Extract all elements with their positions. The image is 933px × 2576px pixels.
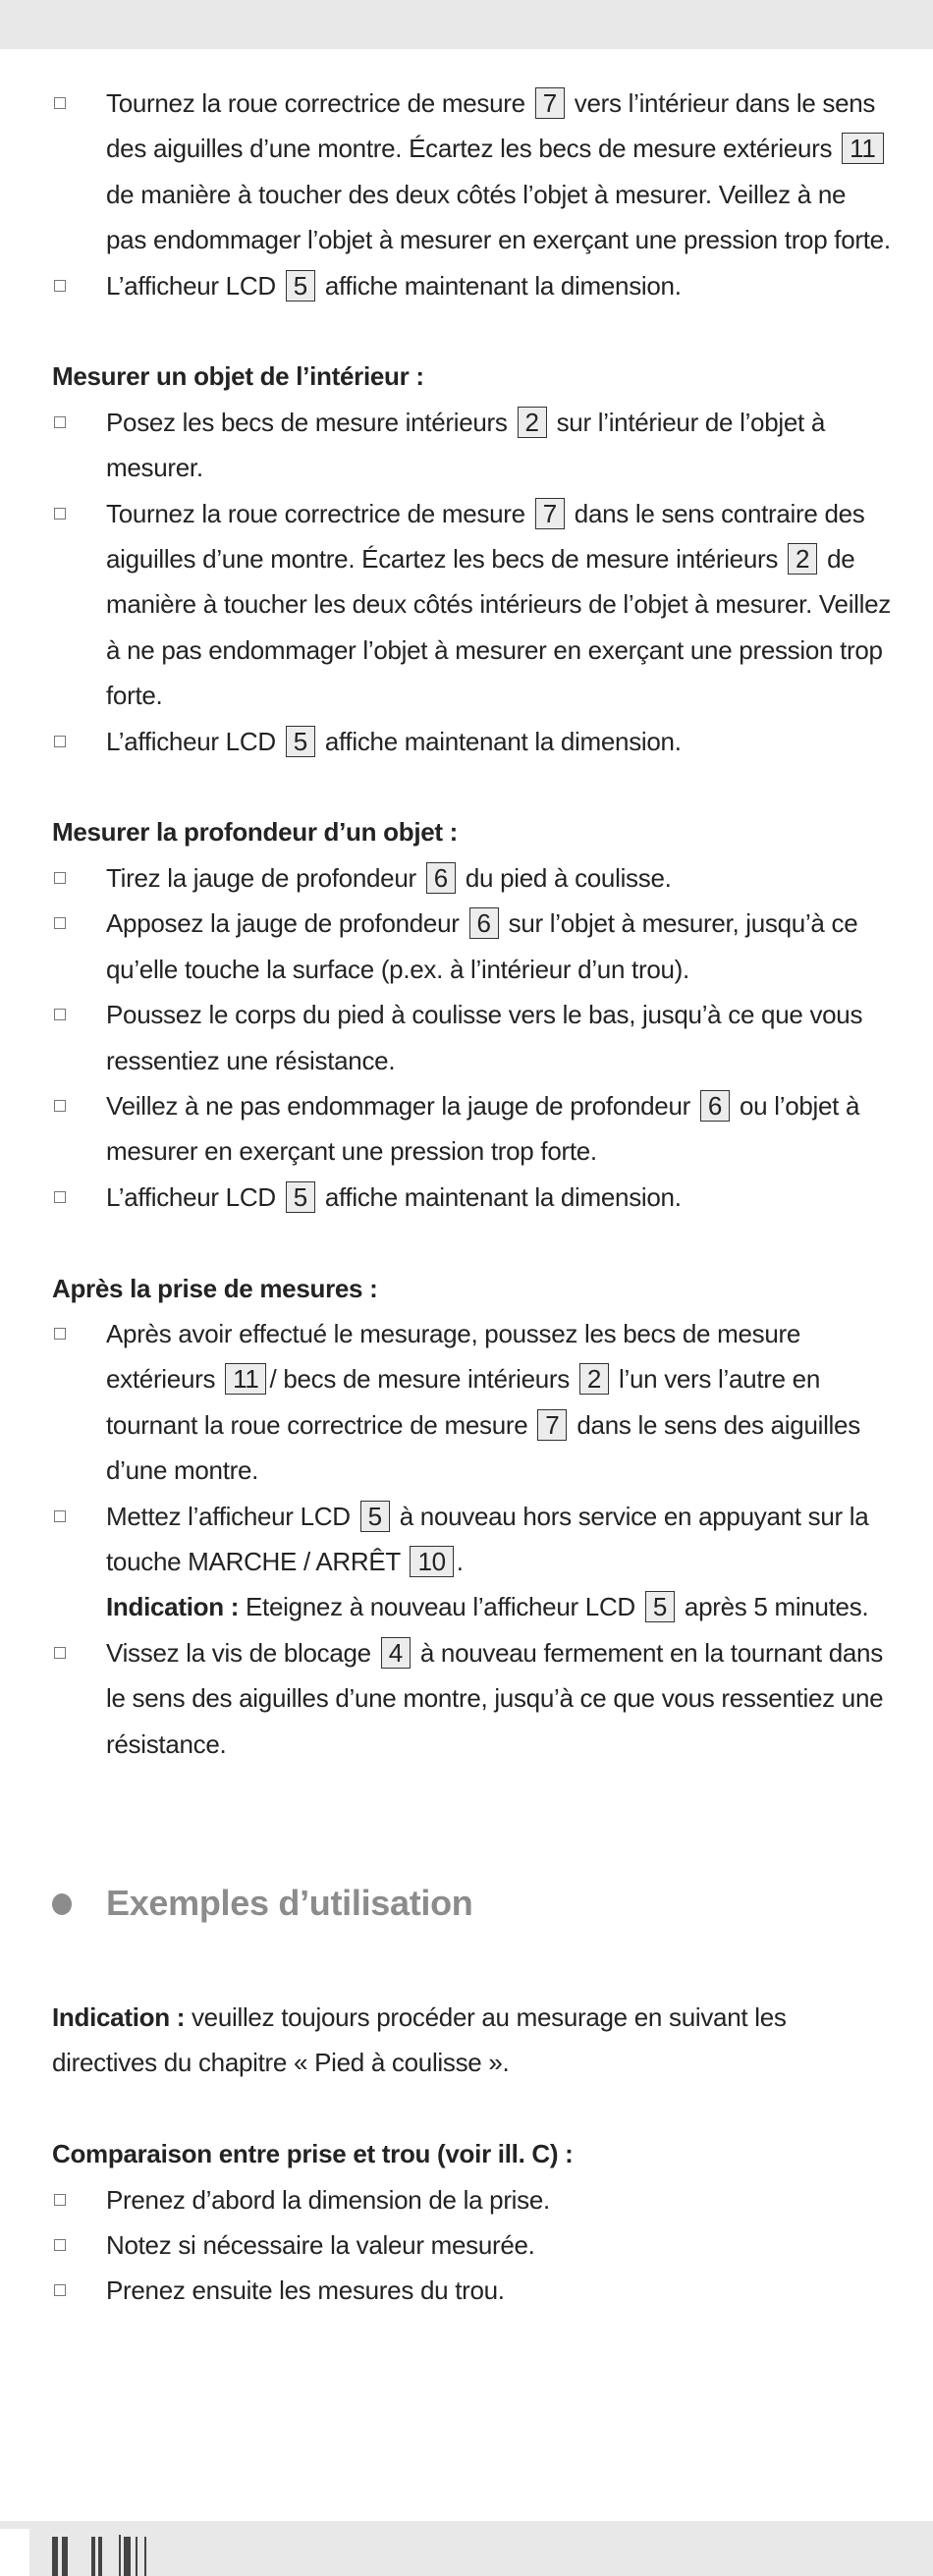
checkbox-bullet-icon <box>54 1191 66 1203</box>
list-item <box>0 1311 892 1494</box>
section-heading <box>0 1858 933 1949</box>
text-segment: Posez les becs de mesure intérieurs <box>106 407 515 437</box>
reference-number-box: 5 <box>286 270 315 301</box>
reference-number-box: 5 <box>286 726 315 757</box>
checkbox-bullet-icon <box>54 2194 66 2206</box>
text-segment: L’afficheur LCD <box>106 270 283 301</box>
checkbox-bullet-icon <box>54 97 66 109</box>
reference-number-box: 7 <box>537 1409 567 1441</box>
subsection-heading: Après la prise de mesures : <box>52 1273 378 1303</box>
text-segment: Après avoir effectué le mesurage, poussez les becs de mesure extérieurs <box>106 1318 801 1395</box>
spacer <box>0 308 933 354</box>
text-segment: Tirez la jauge de profondeur <box>106 862 423 893</box>
list-item <box>0 81 892 263</box>
text-segment: . <box>456 1546 464 1576</box>
list-item <box>0 1175 892 1220</box>
bold-label: Indication : <box>52 2001 186 2032</box>
text-segment: Prenez d’abord la dimension de la prise. <box>106 2184 550 2215</box>
text-segment: dans le sens contraire des aiguilles d’une montre. Écartez les becs de mesure intérieurs <box>106 498 865 575</box>
reference-number-box: 6 <box>469 907 499 939</box>
text-segment: dans le sens des aiguilles d’une montre. <box>106 1409 860 1486</box>
list-item <box>0 2268 892 2313</box>
checkbox-bullet-icon <box>54 508 66 520</box>
text-segment: L’afficheur LCD <box>106 726 283 756</box>
checkbox-bullet-icon <box>54 1328 66 1340</box>
text-segment: à nouveau fermement en la tournant dans le sens des aiguilles d’une montre, jusqu’à ce que vous ressentiez une résistance. <box>106 1637 884 1759</box>
list-item <box>0 2177 892 2222</box>
bold-label: Indication : <box>106 1592 240 1622</box>
checkbox-bullet-icon <box>54 736 66 747</box>
subsection-heading: Mesurer la profondeur d’un objet : <box>52 817 459 848</box>
reference-number-box: 4 <box>381 1637 411 1669</box>
reference-number-box: 7 <box>535 498 565 529</box>
text-segment: de manière à toucher des deux côtés l’objet à mesurer. Veillez à ne pas endommager l’objet à mesurer en exerçant une pression trop forte. <box>106 179 891 255</box>
checkbox-bullet-icon <box>54 1510 66 1522</box>
text-segment: affiche maintenant la dimension. <box>317 726 682 756</box>
text-segment: l’un vers l’autre en tournant la roue correctrice de mesure <box>106 1364 820 1440</box>
footer-white-box <box>0 2529 29 2576</box>
text-segment: de manière à toucher les deux côtés intérieurs de l’objet à mesurer. Veillez à ne pas endommager l’objet à mesurer en exerçant une pression trop forte. <box>106 544 891 711</box>
text-segment: ou l’objet à mesurer en exerçant une pression trop forte. <box>106 1090 860 1167</box>
text-segment: après 5 minutes. <box>678 1592 869 1622</box>
spacer <box>0 1949 933 1995</box>
reference-number-box: 7 <box>535 87 565 119</box>
text-segment: Eteignez à nouveau l’afficheur LCD <box>239 1592 642 1622</box>
reference-number-box: 5 <box>286 1181 315 1213</box>
checkbox-bullet-icon <box>54 917 66 929</box>
bullet-dot-icon <box>52 1893 72 1915</box>
checkbox-bullet-icon <box>54 2284 66 2296</box>
list-item <box>0 400 892 491</box>
reference-number-box: 11 <box>842 133 883 164</box>
manual-page-content <box>0 81 933 2314</box>
text-segment: Veillez à ne pas endommager la jauge de profondeur <box>106 1090 697 1121</box>
spacer <box>0 1767 933 1858</box>
list-item <box>0 263 892 308</box>
checkbox-bullet-icon <box>54 1100 66 1112</box>
text-segment: Tournez la roue correctrice de mesure <box>106 88 532 118</box>
reference-number-box: 2 <box>579 1363 609 1395</box>
text-segment: sur l’intérieur de l’objet à mesurer. <box>106 407 826 483</box>
spacer <box>0 1220 933 1265</box>
list-item <box>0 901 892 992</box>
text-segment: / becs de mesure intérieurs <box>269 1364 576 1395</box>
text-segment: Tournez la roue correctrice de mesure <box>106 498 532 528</box>
checkbox-bullet-icon <box>54 1009 66 1020</box>
text-segment: à nouveau hors service en appuyant sur la touche MARCHE / ARRÊT <box>106 1501 869 1576</box>
list-item <box>0 719 892 764</box>
text-segment: Notez si nécessaire la valeur mesurée. <box>106 2229 535 2260</box>
checkbox-bullet-icon <box>54 1647 66 1659</box>
list-item <box>0 1630 892 1767</box>
reference-number-box: 5 <box>645 1591 675 1622</box>
text-segment: vers l’intérieur dans le sens des aiguilles d’une montre. Écartez les becs de mesure extérieurs <box>106 88 876 164</box>
reference-number-box: 5 <box>360 1501 390 1532</box>
list-item <box>0 1494 892 1630</box>
text-segment: Prenez ensuite les mesures du trou. <box>106 2275 505 2306</box>
text-segment: veuillez toujours procéder au mesurage en suivant les directives du chapitre « Pied à coulisse ». <box>52 2001 787 2078</box>
text-segment: affiche maintenant la dimension. <box>317 270 682 301</box>
reference-number-box: 6 <box>700 1090 730 1122</box>
list-item <box>0 491 892 719</box>
list-item <box>0 1083 892 1175</box>
page-top-band <box>0 0 933 49</box>
paragraph <box>0 1995 892 2086</box>
text-segment: Poussez le corps du pied à coulisse vers le bas, jusqu’à ce que vous ressentiez une résistance. <box>106 1000 863 1075</box>
reference-number-box: 10 <box>410 1546 453 1577</box>
checkbox-bullet-icon <box>54 416 66 428</box>
text-segment: du pied à coulisse. <box>458 862 672 893</box>
page-footer-band <box>0 2521 933 2576</box>
text-segment: affiche maintenant la dimension. <box>317 1181 682 1212</box>
spacer <box>0 2086 933 2131</box>
checkbox-bullet-icon <box>54 2239 66 2251</box>
reference-number-box: 2 <box>788 543 817 575</box>
text-segment: Apposez la jauge de profondeur <box>106 908 466 939</box>
list-item <box>0 992 892 1083</box>
reference-number-box: 2 <box>518 407 547 438</box>
section-heading-text: Exemples d’utilisation <box>106 1882 473 1923</box>
subsection-heading: Mesurer un objet de l’intérieur : <box>52 361 424 392</box>
spacer <box>0 764 933 809</box>
text-segment: Vissez la vis de blocage <box>106 1637 378 1668</box>
reference-number-box: 11 <box>225 1363 266 1395</box>
checkbox-bullet-icon <box>54 280 66 292</box>
text-segment: L’afficheur LCD <box>106 1181 283 1212</box>
subsection-heading: Comparaison entre prise et trou (voir ill. C) : <box>52 2139 574 2169</box>
list-item <box>0 2222 892 2268</box>
text-segment: Mettez l’afficheur LCD <box>106 1501 357 1531</box>
list-item <box>0 855 892 901</box>
checkbox-bullet-icon <box>54 872 66 884</box>
reference-number-box: 6 <box>426 862 456 894</box>
text-segment: sur l’objet à mesurer, jusqu’à ce qu’elle touche la surface (p.ex. à l’intérieur d’un trou). <box>106 908 858 984</box>
